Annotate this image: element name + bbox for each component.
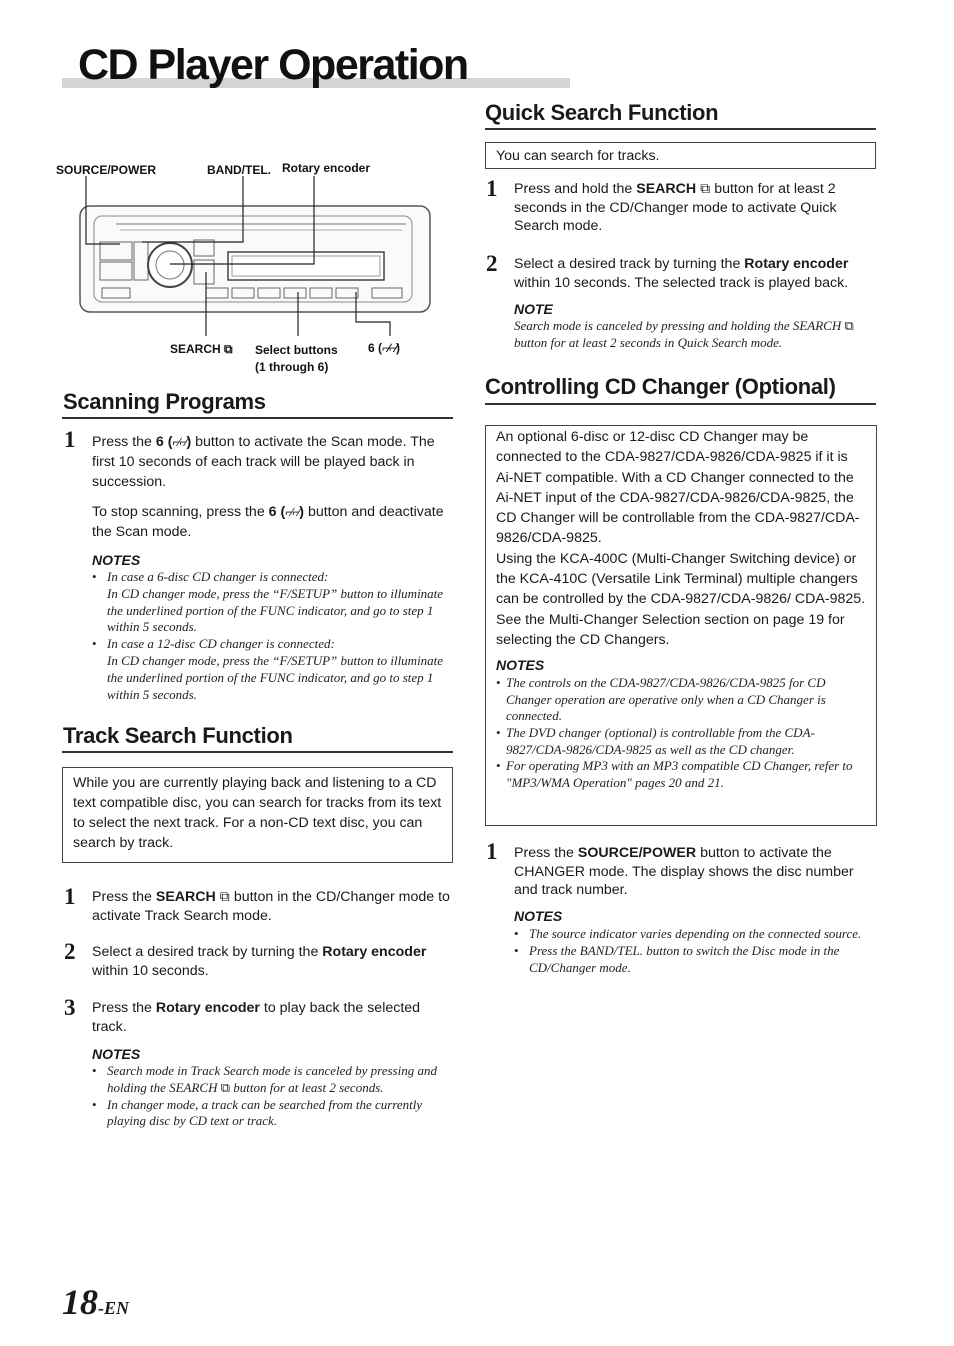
- track-search-step-1: Press the SEARCH ⧉ button in the CD/Changer mode to activate Track Search mode.: [92, 889, 450, 924]
- notes-heading: NOTES: [514, 908, 563, 924]
- step-number: 3: [64, 995, 76, 1020]
- label-select-buttons: Select buttons (1 through 6): [255, 343, 338, 374]
- heading-quick-search: Quick Search Function: [485, 100, 719, 125]
- page-number: 18-EN: [62, 1282, 129, 1322]
- changer-paragraph: An optional 6-disc or 12-disc CD Changer may be connected to the CDA-9827/CDA-9826/CDA-9825 if it is Ai-NET compatible. With a CD Changer connected to the Ai-NET input of the CDA-9827/CDA-9826/CDA-9825, the CD Changer will be controllable from the CDA-9827/CDA-9826/CDA-9825.: [496, 429, 860, 547]
- notes-heading: NOTES: [496, 657, 545, 674]
- quick-search-note: Search mode is canceled by pressing and holding the SEARCH ⧉ button for at least 2 seconds in Quick Search mode.: [514, 318, 854, 350]
- note-item: • For operating MP3 with an MP3 compatible CD Changer, refer to "MP3/WMA Operation" pages 20 and 21.: [496, 758, 866, 791]
- heading-scanning-programs: Scanning Programs: [63, 389, 266, 414]
- scanning-stop-text: To stop scanning, press the 6 (⌐∕⌐∕) button and deactivate the Scan mode.: [92, 504, 444, 540]
- notes-heading: NOTES: [92, 552, 141, 568]
- step-number: 1: [486, 176, 498, 201]
- heading-track-search: Track Search Function: [63, 723, 293, 748]
- changer-notes: [514, 926, 874, 976]
- label-band-tel: BAND/TEL.: [207, 163, 271, 177]
- search-icon: ⧉: [220, 1079, 231, 1095]
- track-search-step-3: Press the Rotary encoder to play back the selected track.: [92, 1000, 421, 1035]
- quick-search-intro-box: You can search for tracks.: [485, 142, 876, 169]
- note-item: • The DVD changer (optional) is controllable from the CDA-9827/CDA-9826/CDA-9825 as well as the CD changer.: [496, 725, 866, 758]
- changer-box-notes: [496, 675, 866, 791]
- changer-paragraph: Using the KCA-400C (Multi-Changer Switching device) or the KCA-410C (Versatile Link Terminal) multiple changers can be controlled by the CDA-9827/CDA-9826/ CDA-9825.: [496, 550, 866, 608]
- note-item: • The controls on the CDA-9827/CDA-9826/CDA-9825 for CD Changer operation are operative only when a CD Changer is connected.: [496, 675, 866, 725]
- rule-scanning: [62, 417, 453, 419]
- heading-cd-changer: Controlling CD Changer (Optional): [485, 374, 836, 399]
- search-icon: ⧉: [700, 181, 711, 197]
- note-item: • Search mode in Track Search mode is canceled by pressing and holding the SEARCH ⧉ button for at least 2 seconds.: [92, 1063, 452, 1097]
- note-item: • Press the BAND/TEL. button to switch the Disc mode in the CD/Changer mode.: [514, 943, 874, 977]
- scan-icon: ⌐∕⌐∕: [172, 435, 187, 449]
- changer-step-1: Press the SOURCE/POWER button to activate the CHANGER mode. The display shows the disc number and track number.: [514, 845, 854, 898]
- label-source-power: SOURCE/POWER: [56, 163, 157, 177]
- rule-quick-search: [485, 128, 876, 130]
- step-number: 2: [64, 939, 76, 964]
- rule-cd-changer: [485, 403, 876, 405]
- label-rotary-encoder: Rotary encoder: [282, 161, 371, 175]
- cd-changer-info-box: [485, 425, 877, 826]
- scan-icon: ⌐∕⌐∕: [382, 341, 397, 355]
- scanning-step-1: Press the 6 (⌐∕⌐∕) button to activate the Scan mode. The first 10 seconds of each track will be played back in succession.: [92, 434, 435, 490]
- note-item: • In case a 12-disc CD changer is connected: In CD changer mode, press the “F/SETUP” button to illuminate the underlined portion of the FUNC indicator, and go to step 1 within 5 seconds.: [92, 636, 452, 703]
- note-item: • In changer mode, a track can be searched from the currently playing disc by CD text or track.: [92, 1097, 452, 1131]
- note-item: • In case a 6-disc CD changer is connected: In CD changer mode, press the “F/SETUP” button to illuminate the underlined portion of the FUNC indicator, and go to step 1 within 5 seconds.: [92, 569, 452, 636]
- note-item: • The source indicator varies depending on the connected source.: [514, 926, 874, 943]
- search-icon: ⧉: [844, 318, 854, 333]
- quick-search-step-2: Select a desired track by turning the Rotary encoder within 10 seconds. The selected track is played back.: [514, 256, 849, 291]
- track-search-step-2: Select a desired track by turning the Rotary encoder within 10 seconds.: [92, 944, 427, 979]
- track-search-notes: [92, 1063, 452, 1130]
- label-search: SEARCH ⧉: [170, 342, 233, 356]
- track-search-intro-box: While you are currently playing back and listening to a CD text compatible disc, you can search for tracks from its text to select the next track. For a non-CD text disc, you can search by track.: [62, 767, 453, 863]
- quick-search-step-1: Press and hold the SEARCH ⧉ button for at least 2 seconds in the CD/Changer mode to activate Quick Search mode.: [514, 181, 837, 234]
- rule-track-search: [62, 751, 453, 753]
- scanning-notes: [92, 569, 452, 703]
- step-number: 1: [64, 884, 76, 909]
- scan-icon: ⌐∕⌐∕: [285, 505, 300, 519]
- page-title: CD Player Operation: [78, 41, 468, 89]
- step-number: 1: [486, 839, 498, 864]
- search-icon: ⧉: [224, 342, 233, 356]
- step-number: 1: [64, 427, 76, 452]
- head-unit-diagram: [76, 176, 436, 336]
- note-heading: NOTE: [514, 301, 553, 317]
- changer-paragraph: See the Multi-Changer Selection section on page 19 for selecting the CD Changers.: [496, 611, 845, 648]
- search-icon: ⧉: [219, 889, 230, 905]
- step-number: 2: [486, 251, 498, 276]
- label-six-button: 6 (⌐∕⌐∕): [368, 341, 401, 355]
- notes-heading: NOTES: [92, 1046, 141, 1062]
